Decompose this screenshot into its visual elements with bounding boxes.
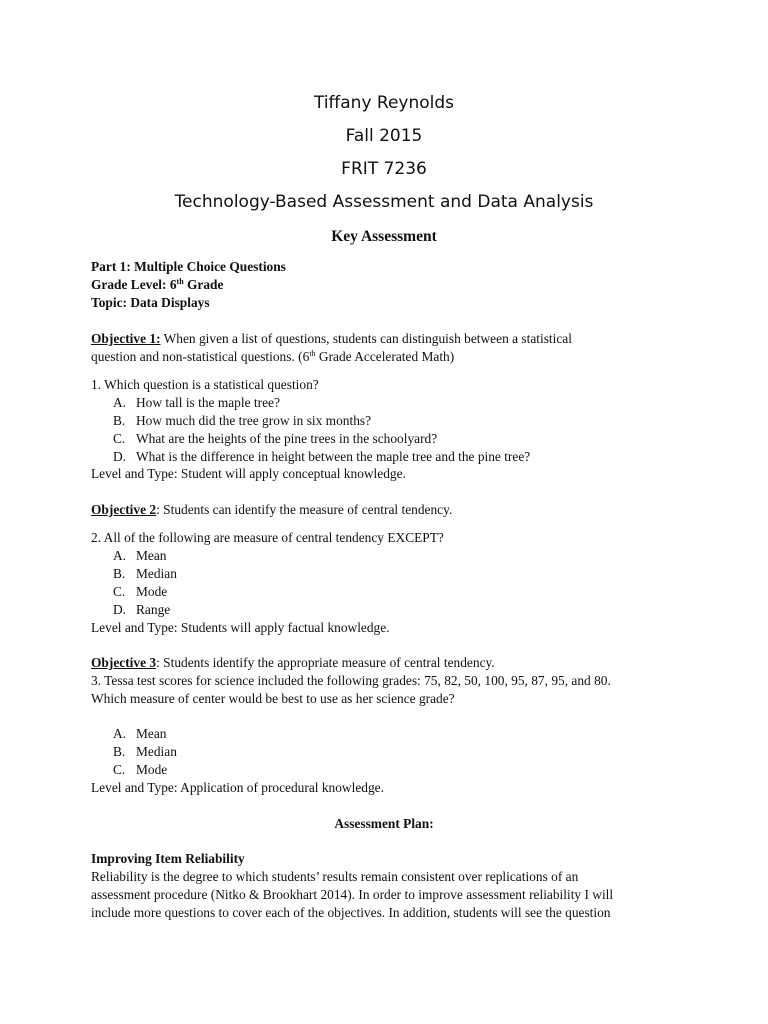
option: B. Median <box>113 744 177 759</box>
part-label: Part 1: Multiple Choice Questions <box>91 259 286 274</box>
option: B. Median <box>113 566 177 581</box>
option: B. How much did the tree grow in six months? <box>113 413 372 428</box>
author-name: Tiffany Reynolds <box>313 93 455 113</box>
level-type-3: Level and Type: Application of procedural knowledge. <box>91 780 384 795</box>
paragraph-line: assessment procedure (Nitko & Brookhart 2014). In order to improve assessment reliability I will <box>91 887 614 902</box>
paragraph-line: Reliability is the degree to which students’ results remain consistent over replications of an <box>91 869 579 884</box>
objective-2: Objective 2: Students can identify the measure of central tendency. <box>91 502 453 517</box>
objective-1-line-2: question and non-statistical questions. (6th Grade Accelerated Math) <box>91 349 455 364</box>
objective-3-label: Objective 3 <box>91 655 157 670</box>
option: C. What are the heights of the pine trees in the schoolyard? <box>113 431 438 446</box>
option: A. How tall is the maple tree? <box>113 395 280 410</box>
question-3: 3. Tessa test scores for science included the following grades: 75, 82, 50, 100, 95, 87, 95, and 80. <box>91 673 611 688</box>
level-type-1: Level and Type: Student will apply conceptual knowledge. <box>91 466 406 481</box>
objective-1: Objective 1: When given a list of questions, students can distinguish between a statistical <box>91 331 572 346</box>
term: Fall 2015 <box>345 126 423 146</box>
objective-2-label: Objective 2 <box>91 502 157 517</box>
option: C. Mode <box>113 584 168 599</box>
option: A. Mean <box>113 548 167 563</box>
paragraph-line: include more questions to cover each of the objectives. In addition, students will see the question <box>91 905 611 920</box>
option: A. Mean <box>113 726 167 741</box>
option: C. Mode <box>113 762 168 777</box>
grade-level: Grade Level: 6th Grade <box>91 277 224 292</box>
level-type-2: Level and Type: Students will apply factual knowledge. <box>91 620 390 635</box>
question-1: 1. Which question is a statistical question? <box>91 377 319 392</box>
objective-1-label: Objective 1: <box>91 331 161 346</box>
course-number: FRIT 7236 <box>341 159 427 179</box>
assessment-plan-heading: Assessment Plan: <box>334 816 434 831</box>
option: D. What is the difference in height between the maple tree and the pine tree? <box>113 449 531 464</box>
document-title: Key Assessment <box>331 228 437 245</box>
objective-3: Objective 3: Students identify the appropriate measure of central tendency. <box>91 655 495 670</box>
option: D. Range <box>113 602 171 617</box>
section-heading: Improving Item Reliability <box>91 851 245 866</box>
question-2: 2. All of the following are measure of central tendency EXCEPT? <box>91 530 444 545</box>
question-3-line-2: Which measure of center would be best to use as her science grade? <box>91 691 455 706</box>
course-title: Technology-Based Assessment and Data Analysis <box>174 192 594 212</box>
topic: Topic: Data Displays <box>91 295 210 310</box>
